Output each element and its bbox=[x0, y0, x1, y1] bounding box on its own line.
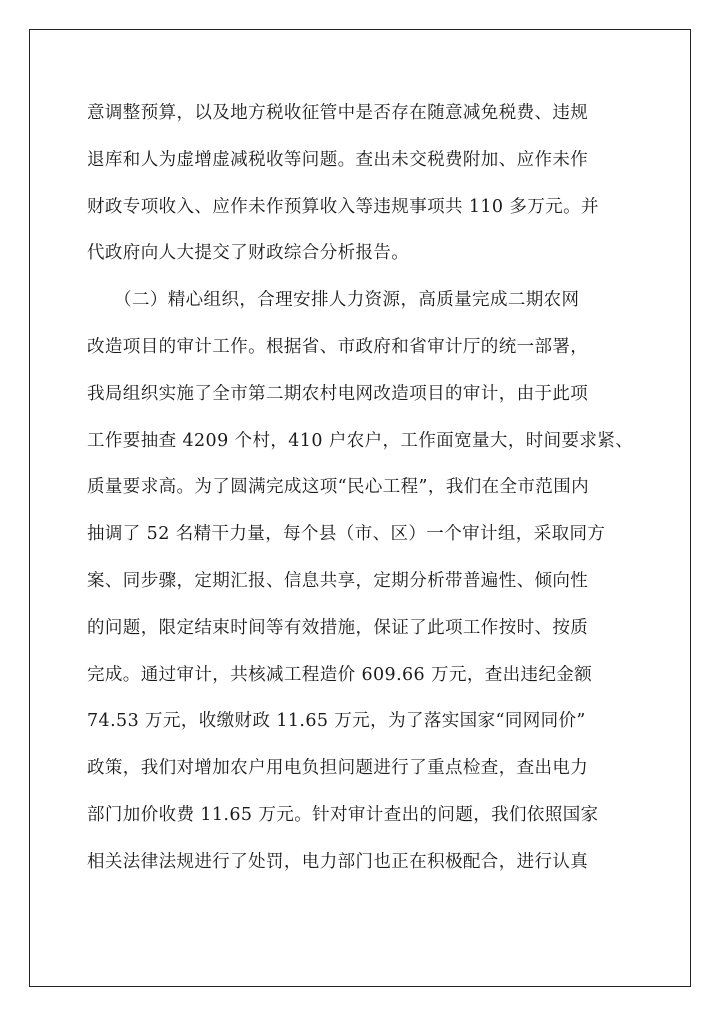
text-line: 74.53 万元，收缴财政 11.65 万元，为了落实国家“同网同价” bbox=[87, 711, 586, 732]
text-line: 部门加价收费 11.65 万元。针对审计查出的问题，我们依照国家 bbox=[87, 804, 599, 825]
text-line: 意调整预算，以及地方税收征管中是否存在随意减免税费、违规 bbox=[87, 103, 589, 123]
text-line: 我局组织实施了全市第二期农村电网改造项目的审计，由于此项 bbox=[87, 383, 589, 404]
text-line: 代政府向人大提交了财政综合分析报告。 bbox=[87, 243, 410, 264]
text-line: 相关法律法规进行了处罚，电力部门也正在积极配合，进行认真 bbox=[87, 851, 589, 872]
text-line: 完成。通过审计，共核减工程造价 609.66 万元，查出违纪金额 bbox=[87, 664, 593, 685]
text-line: 质量要求高。为了圆满完成这项“民心工程”，我们在全市范围内 bbox=[87, 477, 589, 498]
text-line: 案、同步骤，定期汇报、信息共享，定期分析带普遍性、倾向性 bbox=[87, 570, 589, 591]
text-line: 抽调了 52 名精干力量，每个县（市、区）一个审计组，采取同方 bbox=[87, 524, 606, 545]
text-line: 的问题，限定结束时间等有效措施，保证了此项工作按时、按质 bbox=[87, 617, 589, 638]
text-line: 政策，我们对增加农户用电负担问题进行了重点检查，查出电力 bbox=[87, 758, 589, 779]
text-line: 工作要抽查 4209 个村，410 户农户，工作面宽量大，时间要求紧、 bbox=[87, 430, 634, 451]
text-line: 退库和人为虚增虚减税收等问题。查出未交税费附加、应作未作 bbox=[87, 149, 589, 170]
text-line: 改造项目的审计工作。根据省、市政府和省审计厅的统一部署， bbox=[87, 336, 589, 357]
text-line: （二）精心组织，合理安排人力资源，高质量完成二期农网 bbox=[87, 290, 580, 311]
text-line: 财政专项收入、应作未作预算收入等违规事项共 110 多万元。并 bbox=[87, 196, 599, 217]
body-text bbox=[87, 90, 647, 886]
